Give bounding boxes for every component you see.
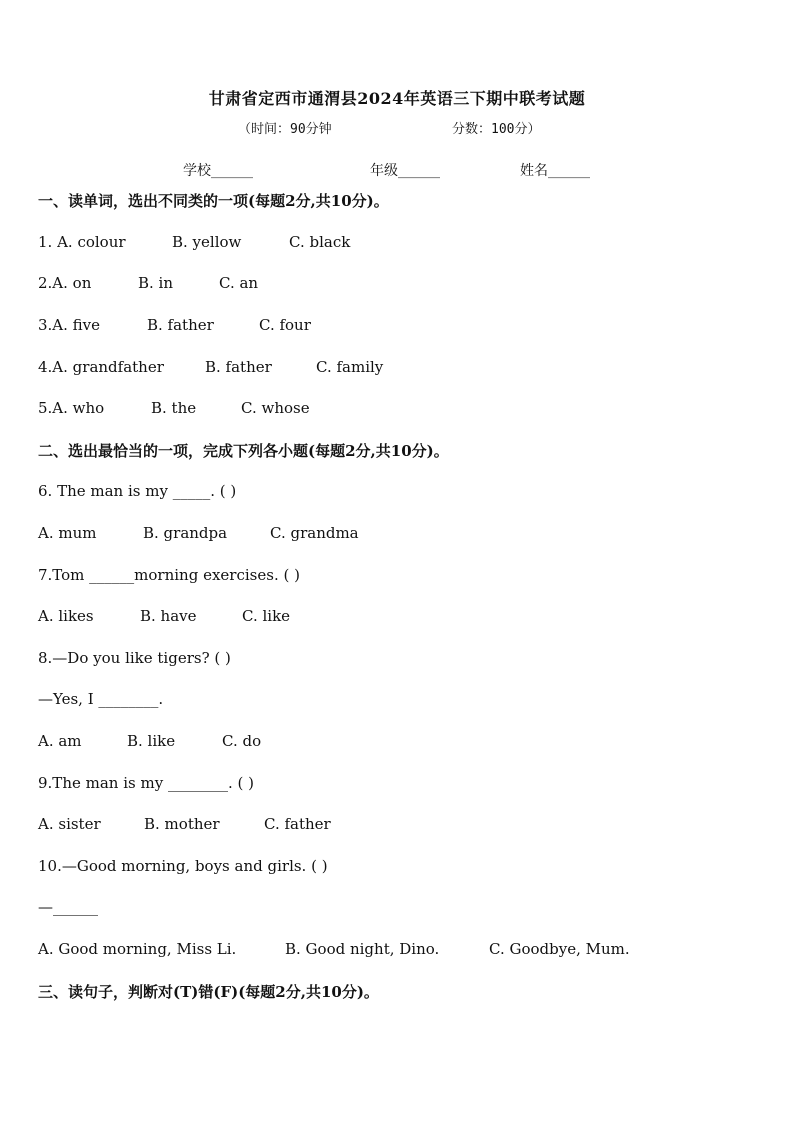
question-3-c: C. four [259, 316, 311, 334]
page-title: 甘肃省定西市通渭县2024年英语三下期中联考试题 [208, 89, 586, 108]
question-8-c: C. do [222, 732, 262, 750]
question-10-a: A. Good morning, Miss Li. [38, 940, 237, 958]
question-7: 7.Tom ______morning exercises. ( ) [38, 566, 300, 584]
question-8-a: A. am [38, 732, 82, 750]
question-9-b: B. mother [144, 815, 220, 833]
question-8-reply: —Yes, I ________. [38, 690, 164, 708]
name-field[interactable]: 姓名______ [520, 163, 590, 179]
question-2-c: C. an [219, 274, 259, 292]
section-heading: 一、读单词，选出不同类的一项(每题2分,共10分)。 [38, 192, 389, 210]
exam-time: （时间：90分钟 [238, 122, 332, 137]
question-5-a: 5.A. who [38, 399, 105, 417]
question-3-a: 3.A. five [38, 316, 101, 334]
question-7-a: A. likes [38, 607, 94, 625]
question-3-b: B. father [147, 316, 214, 334]
question-10: 10.—Good morning, boys and girls. ( ) [38, 857, 328, 875]
question-10-b: B. Good night, Dino. [285, 940, 440, 958]
section-heading: 二、选出最恰当的一项，完成下列各小题(每题2分,共10分)。 [38, 442, 449, 460]
question-10-reply: —______ [38, 898, 98, 916]
question-7-c: C. like [242, 607, 291, 625]
question-6-a: A. mum [38, 524, 97, 542]
question-4-a: 4.A. grandfather [38, 358, 164, 376]
question-2-b: B. in [138, 274, 174, 292]
question-5-c: C. whose [241, 399, 310, 417]
question-6-b: B. grandpa [143, 524, 228, 542]
question-1-c: C. black [289, 233, 351, 251]
question-9: 9.The man is my ________. ( ) [38, 774, 254, 792]
question-8: 8.—Do you like tigers? ( ) [38, 649, 231, 667]
question-6-c: C. grandma [270, 524, 359, 542]
question-9-a: A. sister [38, 815, 101, 833]
question-4-c: C. family [316, 358, 384, 376]
question-7-b: B. have [140, 607, 197, 625]
section-heading: 三、读句子，判断对(T)错(F)(每题2分,共10分)。 [38, 983, 379, 1001]
question-6: 6. The man is my _____. ( ) [38, 482, 237, 500]
question-10-c: C. Goodbye, Mum. [489, 940, 630, 958]
question-5-b: B. the [151, 399, 197, 417]
question-1-a: 1. A. colour [38, 233, 126, 251]
question-9-c: C. father [264, 815, 331, 833]
grade-field[interactable]: 年级______ [370, 163, 440, 179]
question-1-b: B. yellow [172, 233, 242, 251]
exam-score: 分数：100分） [452, 122, 541, 137]
school-field[interactable]: 学校______ [183, 163, 253, 179]
question-2-a: 2.A. on [38, 274, 92, 292]
question-8-b: B. like [127, 732, 176, 750]
question-4-b: B. father [205, 358, 272, 376]
